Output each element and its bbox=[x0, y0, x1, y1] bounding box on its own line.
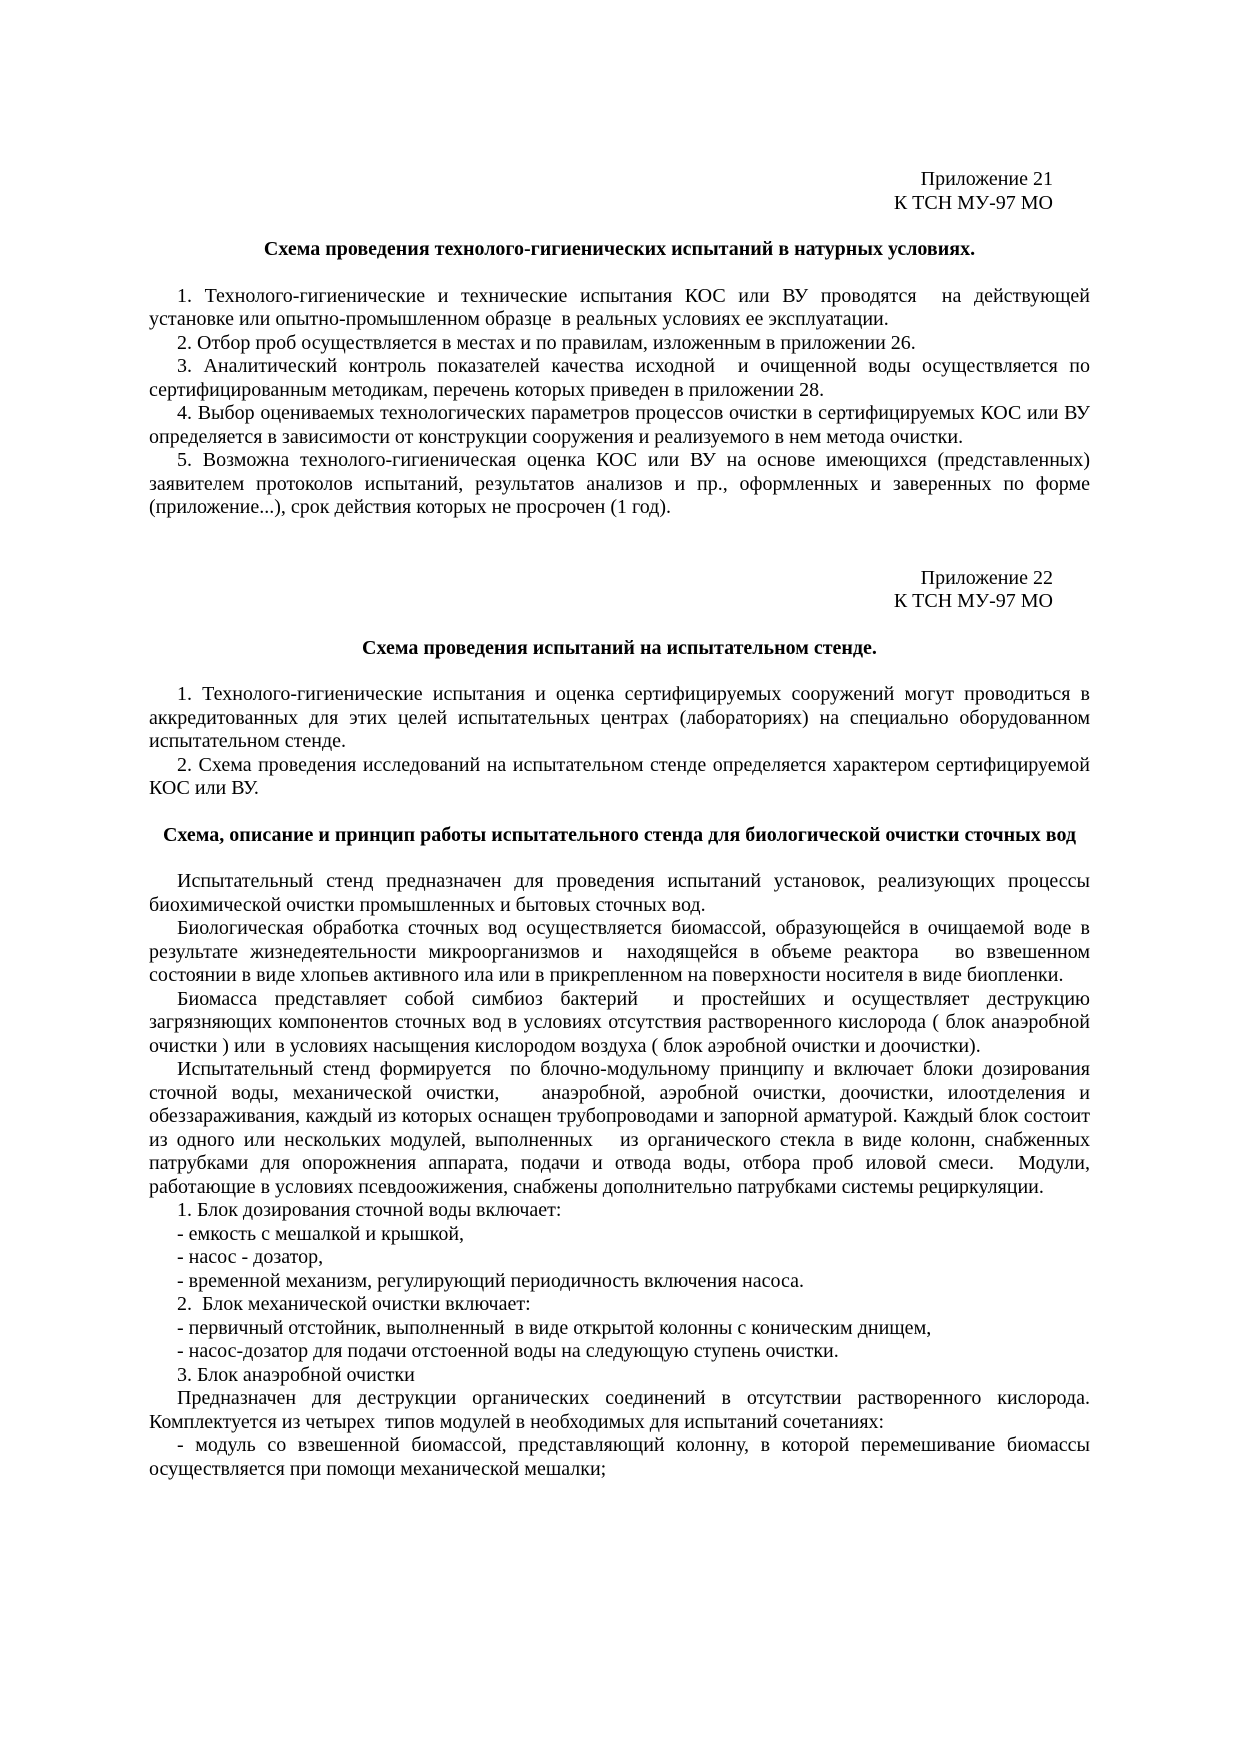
mechanical-block-item-2: - насос-дозатор для подачи отстоенной воды на следующую ступень очистки. bbox=[177, 1340, 839, 1362]
appendix-22-section bbox=[149, 566, 1095, 1482]
test-stand-description bbox=[149, 870, 1095, 1481]
appendix-21-paragraph-4: 4. Выбор оцениваемых технологических параметров процессов очистки в сертифицируемых КОС или ВУ определяется в зависимости от конструкции сооружения и реализуемого в нем метода очистки. bbox=[149, 402, 1095, 448]
test-stand-subheading: Схема, описание и принцип работы испытательного стенда для биологической очистки сточных вод bbox=[162, 823, 1077, 846]
mechanical-block-item-1: - первичный отстойник, выполненный в виде открытой колонны с коническим днищем, bbox=[177, 1316, 932, 1339]
appendix-21-paragraph-2: 2. Отбор проб осуществляется в местах и по правилам, изложенным в приложении 26. bbox=[177, 331, 916, 354]
appendix-21-paragraph-5: 5. Возможна технолого-гигиеническая оценка КОС или ВУ на основе имеющихся (представленных) заявителем протоколов испытаний, результатов анализов и пр., оформленных и заверенных по форме (приложение...), срок действия которых не просрочен (1 год). bbox=[149, 449, 1095, 518]
dosing-block-item-2: - насос - дозатор, bbox=[177, 1246, 324, 1268]
appendix-22-paragraph-2: 2. Схема проведения исследований на испытательном стенде определяется характером сертифицируемой КОС или ВУ. bbox=[149, 753, 1095, 799]
appendix-22-ref-line-1: Приложение 22 bbox=[920, 566, 1053, 589]
dosing-block-heading-line: 1. Блок дозирования сточной воды включает: bbox=[177, 1199, 562, 1221]
anaerobic-block-paragraph: Предназначен для деструкции органических соединений в отсутствии растворенного кислорода. Комплектуется из четырех типов модулей в необходимых для испытаний сочетаниях: bbox=[149, 1387, 1095, 1433]
appendix-21-paragraph-1: 1. Технолого-гигиенические и технические испытания КОС или ВУ проводятся на действующей установке или опытно-промышленном образце в реальных условиях ее эксплуатации. bbox=[149, 284, 1095, 330]
appendix-22-heading: Схема проведения испытаний на испытательном стенде. bbox=[362, 636, 877, 659]
appendix-21-ref-line-1: Приложение 21 bbox=[920, 168, 1053, 190]
appendix-22-ref-line-2: К ТСН МУ-97 МО bbox=[893, 590, 1053, 612]
biological-treatment-paragraph: Биологическая обработка сточных вод осуществляется биомассой, образующейся в очищаемой воде в результате жизнедеятельности микроорганизмов и находящейся в объеме реактора во взвешенном состоянии в виде хлопьев активного ила или в прикрепленном на поверхности носителя в виде биопленки. bbox=[149, 917, 1095, 986]
appendix-22-paragraph-1: 1. Технолого-гигиенические испытания и оценка сертифицируемых сооружений могут проводиться в аккредитованных для этих целей испытательных центрах (лабораториях) на специально оборудованном испытательном стенде. bbox=[149, 683, 1095, 752]
dosing-block-item-3: - временной механизм, регулирующий периодичность включения насоса. bbox=[177, 1269, 804, 1292]
appendix-22-ref-block bbox=[149, 567, 1090, 614]
stand-modules-paragraph: Испытательный стенд формируется по блочно-модульному принципу и включает блоки дозирования сточной воды, механической очистки, анаэробной, аэробной очистки, доочистки, илоотделения и обеззараживания, каждый из которых оснащен трубопроводами и запорной арматурой. Каждый блок состоит из одного или нескольких модулей, выполненных из органического стекла в виде колонн, снабженных патрубками для опорожнения аппарата, подачи и отвода воды, отбора проб иловой смеси. Модули, работающие в условиях псевдоожижения, снабжены дополнительно патрубками системы рециркуляции. bbox=[149, 1058, 1095, 1198]
dosing-block-item-1: - емкость с мешалкой и крышкой, bbox=[177, 1222, 465, 1245]
appendix-21-section bbox=[149, 168, 1095, 520]
appendix-22-intro bbox=[149, 683, 1095, 801]
stand-purpose-paragraph: Испытательный стенд предназначен для проведения испытаний установок, реализующих процессы биохимической очистки промышленных и бытовых сточных вод. bbox=[149, 870, 1095, 916]
appendix-21-paragraph-3: 3. Аналитический контроль показателей качества исходной и очищенной воды осуществляется по сертифицированным методикам, перечень которых приведен в приложении 28. bbox=[149, 355, 1095, 401]
mechanical-block-heading-line: 2. Блок механической очистки включает: bbox=[177, 1293, 531, 1315]
anaerobic-block-item-1: - модуль со взвешенной биомассой, представляющий колонну, в которой перемешивание биомассы осуществляется при помощи механической мешалки; bbox=[149, 1434, 1095, 1480]
anaerobic-block-heading-line: 3. Блок анаэробной очистки bbox=[177, 1363, 415, 1386]
appendix-21-ref-block bbox=[149, 168, 1090, 215]
appendix-21-ref-line-2: К ТСН МУ-97 МО bbox=[893, 191, 1053, 214]
appendix-21-heading: Схема проведения технолого-гигиенических испытаний в натурных условиях. bbox=[263, 238, 976, 260]
appendix-21-body bbox=[149, 284, 1095, 520]
biomass-paragraph: Биомасса представляет собой симбиоз бактерий и простейших и осуществляет деструкцию загрязняющих компонентов сточных вод в условиях отсутствия растворенного кислорода ( блок анаэробной очистки ) или в условиях насыщения кислородом воздуха ( блок аэробной очистки и доочистки). bbox=[149, 987, 1095, 1057]
